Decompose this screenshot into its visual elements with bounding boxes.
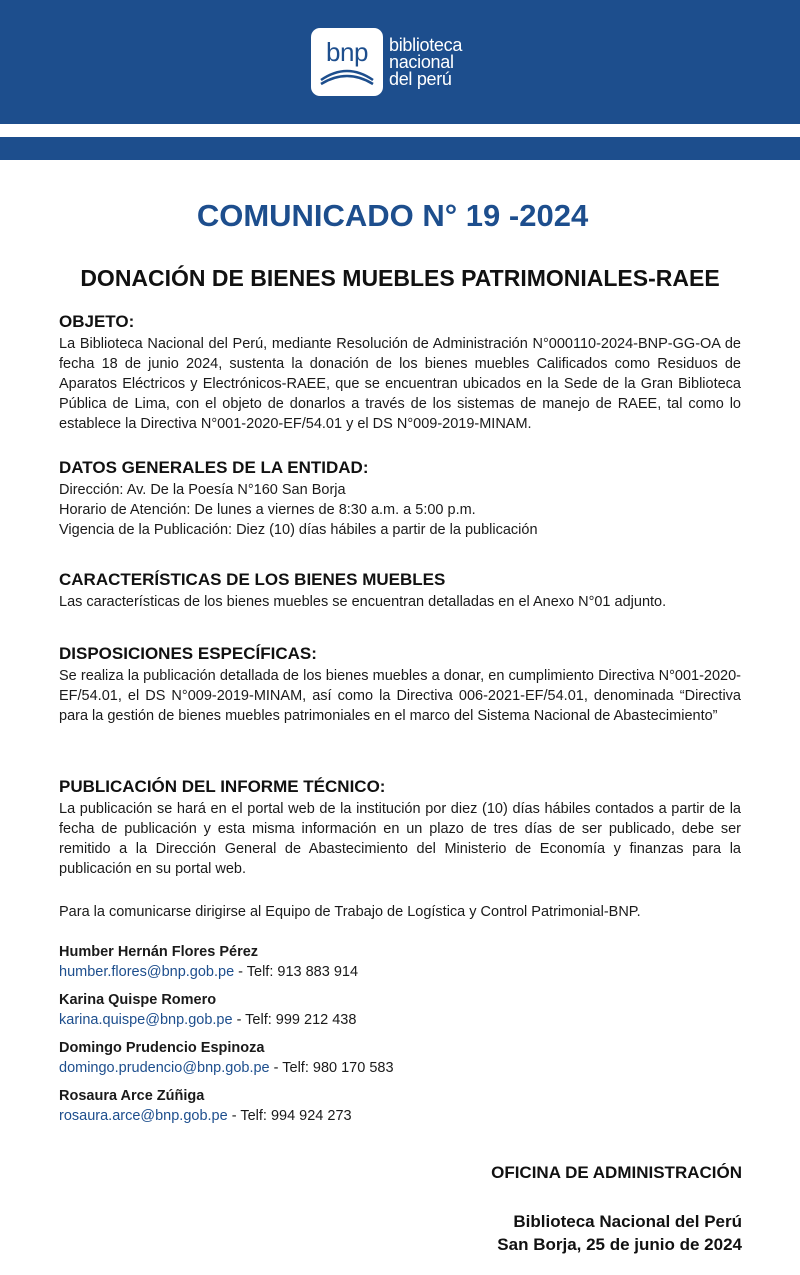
header-banner <box>0 0 800 124</box>
contact-email-link[interactable]: karina.quispe@bnp.gob.pe <box>59 1012 233 1028</box>
section-datos-generales <box>59 458 538 540</box>
contact-email-link[interactable]: humber.flores@bnp.gob.pe <box>59 964 235 980</box>
section-heading: OBJETO: <box>59 312 135 331</box>
issue-date: San Borja, 25 de junio de 2024 <box>497 1235 742 1254</box>
section-heading: CARACTERÍSTICAS DE LOS BIENES MUEBLES <box>59 570 446 589</box>
contact-phone: - Telf: 913 883 914 <box>234 964 359 980</box>
logo-wordmark <box>389 34 463 89</box>
contact-item <box>59 1086 394 1126</box>
contact-email-link[interactable]: rosaura.arce@bnp.gob.pe <box>59 1108 228 1124</box>
logo-line: biblioteca <box>389 34 463 55</box>
logo-line: del perú <box>389 68 452 89</box>
contact-list <box>59 942 394 1134</box>
contact-email-link[interactable]: domingo.prudencio@bnp.gob.pe <box>59 1060 270 1076</box>
section-publicacion <box>59 777 741 879</box>
section-disposiciones <box>59 644 741 726</box>
contact-note: Para la comunicarse dirigirse al Equipo de Trabajo de Logística y Control Patrimonial-BNP. <box>59 904 641 920</box>
section-text: La publicación se hará en el portal web de la institución por diez (10) días hábiles contados a partir de la fecha de publicación y esta misma información en un plazo de tres días de ser publicado, debe ser remitido a la Dirección General de Abastecimiento del Ministerio de Economía y finanzas para la publicación en su portal web. <box>59 801 741 877</box>
institution-signature <box>497 1210 742 1256</box>
office-signature: OFICINA DE ADMINISTRACIÓN <box>491 1163 742 1182</box>
section-lines <box>59 480 538 540</box>
validity-line: Vigencia de la Publicación: Diez (10) días hábiles a partir de la publicación <box>59 522 538 538</box>
logo-badge <box>311 28 383 96</box>
contact-phone: - Telf: 994 924 273 <box>227 1108 352 1124</box>
section-caracteristicas <box>59 570 666 612</box>
contact-item <box>59 1038 394 1078</box>
header-stripe <box>0 137 800 160</box>
section-text: Las características de los bienes muebles se encuentran detalladas en el Anexo N°01 adjunto. <box>59 594 667 610</box>
section-heading: PUBLICACIÓN DEL INFORME TÉCNICO: <box>59 777 386 796</box>
contact-phone: - Telf: 999 212 438 <box>232 1012 357 1028</box>
address-line: Dirección: Av. De la Poesía N°160 San Borja <box>59 482 346 498</box>
section-text: Se realiza la publicación detallada de los bienes muebles a donar, en cumplimiento Directiva N°001-2020-EF/54.01, el DS N°009-2019-MINAM, así como la Directiva 006-2021-EF/54.01, denominada “Directiva para la gestión de bienes muebles patrimoniales en el marco del Sistema Nacional de Abastecimiento” <box>59 668 741 724</box>
schedule-line: Horario de Atención: De lunes a viernes de 8:30 a.m. a 5:00 p.m. <box>59 502 476 518</box>
contact-phone: - Telf: 980 170 583 <box>269 1060 394 1076</box>
page-subtitle: DONACIÓN DE BIENES MUEBLES PATRIMONIALES-RAEE <box>80 265 720 291</box>
contact-name: Karina Quispe Romero <box>59 992 217 1008</box>
bnp-logo <box>311 28 462 96</box>
section-heading: DISPOSICIONES ESPECÍFICAS: <box>59 644 317 663</box>
logo-abbr: bnp <box>326 37 368 67</box>
book-arc-icon <box>319 66 375 86</box>
section-heading: DATOS GENERALES DE LA ENTIDAD: <box>59 458 369 477</box>
institution-name: Biblioteca Nacional del Perú <box>513 1212 742 1231</box>
logo-line: nacional <box>389 51 454 72</box>
contact-name: Rosaura Arce Zúñiga <box>59 1088 205 1104</box>
section-objeto <box>59 312 741 434</box>
contact-name: Domingo Prudencio Espinoza <box>59 1040 265 1056</box>
contact-item <box>59 942 394 982</box>
contact-item <box>59 990 394 1030</box>
page-title: COMUNICADO N° 19 -2024 <box>196 198 589 233</box>
section-text: La Biblioteca Nacional del Perú, mediante Resolución de Administración N°000110-2024-BNP-GG-OA de fecha 18 de junio 2024, sustenta la donación de los bienes muebles Calificados como Residuos de Aparatos Eléctricos y Electrónicos-RAEE, que se encuentran ubicados en la Sede de la Gran Biblioteca Pública de Lima, con el objeto de donarlos a través de los sistemas de manejo de RAEE, tal como lo establece la Directiva N°001-2020-EF/54.01 y el DS N°009-2019-MINAM. <box>59 336 741 432</box>
contact-name: Humber Hernán Flores Pérez <box>59 944 259 960</box>
